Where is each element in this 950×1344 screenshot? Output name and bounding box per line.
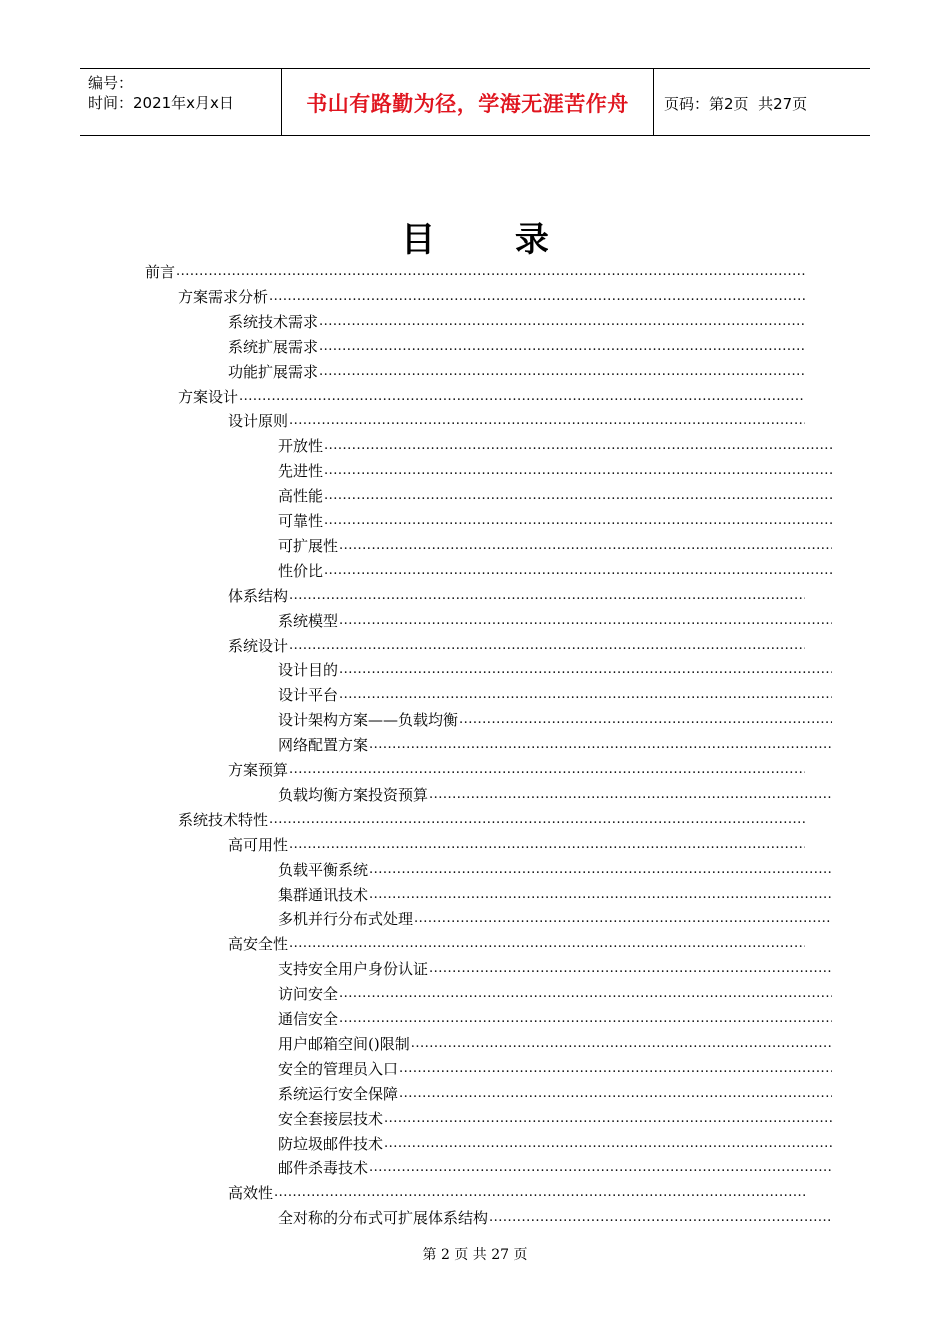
toc-dot-leader bbox=[269, 286, 805, 308]
toc-entry-label: 支持安全用户身份认证 bbox=[278, 960, 429, 978]
toc-dot-leader bbox=[289, 834, 805, 856]
toc-entry-label: 系统模型 bbox=[278, 612, 339, 630]
toc-dot-leader bbox=[289, 410, 805, 432]
toc-entry-label: 系统扩展需求 bbox=[228, 338, 319, 356]
toc-entry-label: 系统运行安全保障 bbox=[278, 1085, 399, 1103]
toc-entry[interactable] bbox=[228, 632, 805, 657]
toc-dot-leader bbox=[339, 610, 832, 632]
toc-entry-label: 方案需求分析 bbox=[178, 288, 269, 306]
toc-entry[interactable] bbox=[278, 482, 832, 507]
toc-entry[interactable] bbox=[228, 930, 805, 955]
toc-entry[interactable] bbox=[278, 1005, 832, 1030]
toc-entry-label: 先进性 bbox=[278, 462, 324, 480]
page-header bbox=[80, 68, 870, 136]
toc-dot-leader bbox=[399, 1058, 832, 1080]
toc-dot-leader bbox=[289, 933, 805, 955]
toc-entry[interactable] bbox=[278, 1105, 832, 1130]
toc-entry[interactable] bbox=[278, 731, 832, 756]
toc-dot-leader bbox=[369, 884, 832, 906]
toc-dot-leader bbox=[289, 759, 805, 781]
toc-dot-leader bbox=[319, 311, 805, 333]
toc-entry[interactable] bbox=[278, 1030, 832, 1055]
toc-dot-leader bbox=[384, 1108, 832, 1130]
toc-entry[interactable] bbox=[278, 706, 832, 731]
toc-entry[interactable] bbox=[278, 507, 832, 532]
toc-entry[interactable] bbox=[278, 1204, 832, 1229]
toc-dot-leader bbox=[319, 361, 805, 383]
header-page-info-cell bbox=[654, 69, 870, 135]
toc-dot-leader bbox=[324, 510, 832, 532]
toc-entry[interactable] bbox=[228, 358, 805, 383]
toc-entry-label: 开放性 bbox=[278, 437, 324, 455]
toc-entry[interactable] bbox=[178, 383, 805, 408]
toc-dot-leader bbox=[324, 485, 832, 507]
toc-entry[interactable] bbox=[278, 681, 832, 706]
header-page-info: 页码：第2页 共27页 bbox=[664, 94, 808, 113]
toc-entry-label: 可靠性 bbox=[278, 512, 324, 530]
toc-dot-leader bbox=[339, 659, 832, 681]
toc-entry-label: 全对称的分布式可扩展体系结构 bbox=[278, 1209, 489, 1227]
toc-dot-leader bbox=[414, 908, 832, 930]
toc-entry[interactable] bbox=[145, 258, 805, 283]
document-time-label: 时间：2021年x月x日 bbox=[88, 94, 234, 112]
toc-title: 目 录 bbox=[401, 220, 583, 260]
toc-entry[interactable] bbox=[178, 283, 805, 308]
toc-entry[interactable] bbox=[228, 831, 805, 856]
toc-entry[interactable] bbox=[278, 881, 832, 906]
toc-entry-label: 可扩展性 bbox=[278, 537, 339, 555]
toc-dot-leader bbox=[429, 784, 832, 806]
toc-dot-leader bbox=[319, 336, 805, 358]
toc-entry-label: 高效性 bbox=[228, 1184, 274, 1202]
toc-entry-label: 多机并行分布式处理 bbox=[278, 910, 414, 928]
toc-entry-label: 系统技术特性 bbox=[178, 811, 269, 829]
toc-dot-leader bbox=[339, 684, 832, 706]
toc-entry-label: 设计架构方案——负载均衡 bbox=[278, 711, 459, 729]
toc-dot-leader bbox=[399, 1083, 832, 1105]
toc-dot-leader bbox=[369, 1157, 832, 1179]
toc-entry-label: 通信安全 bbox=[278, 1010, 339, 1028]
toc-entry[interactable] bbox=[278, 781, 832, 806]
toc-entry[interactable] bbox=[278, 457, 832, 482]
toc-entry[interactable] bbox=[278, 1055, 832, 1080]
toc-entry[interactable] bbox=[178, 806, 805, 831]
toc-dot-leader bbox=[339, 1008, 832, 1030]
toc-entry-label: 体系结构 bbox=[228, 587, 289, 605]
toc-dot-leader bbox=[324, 435, 832, 457]
toc-entry-label: 设计原则 bbox=[228, 412, 289, 430]
toc-entry-label: 高安全性 bbox=[228, 935, 289, 953]
toc-entry-label: 高性能 bbox=[278, 487, 324, 505]
toc-dot-leader bbox=[411, 1033, 832, 1055]
toc-entry-label: 防垃圾邮件技术 bbox=[278, 1135, 384, 1153]
toc-entry-label: 安全套接层技术 bbox=[278, 1110, 384, 1128]
toc-entry[interactable] bbox=[278, 905, 832, 930]
toc-entry-label: 集群通讯技术 bbox=[278, 886, 369, 904]
header-meta-cell bbox=[80, 69, 282, 135]
toc-dot-leader bbox=[324, 560, 832, 582]
header-motto: 书山有路勤为径，学海无涯苦作舟 bbox=[282, 69, 654, 135]
toc-dot-leader bbox=[459, 709, 832, 731]
toc-entry[interactable] bbox=[278, 1080, 832, 1105]
toc-dot-leader bbox=[324, 460, 832, 482]
page-footer: 第 2 页 共 27 页 bbox=[422, 1247, 528, 1263]
toc-entry[interactable] bbox=[278, 607, 832, 632]
toc-entry[interactable] bbox=[278, 656, 832, 681]
toc-entry[interactable] bbox=[228, 333, 805, 358]
toc-entry-label: 高可用性 bbox=[228, 836, 289, 854]
toc-entry-label: 网络配置方案 bbox=[278, 736, 369, 754]
toc-entry-label: 邮件杀毒技术 bbox=[278, 1159, 369, 1177]
toc-entry-label: 安全的管理员入口 bbox=[278, 1060, 399, 1078]
toc-entry-label: 方案设计 bbox=[178, 388, 239, 406]
toc-dot-leader bbox=[289, 585, 805, 607]
toc-entry-label: 负载平衡系统 bbox=[278, 861, 369, 879]
toc-dot-leader bbox=[339, 535, 832, 557]
toc-entry[interactable] bbox=[228, 407, 805, 432]
toc-entry[interactable] bbox=[228, 756, 805, 781]
toc-entry-label: 功能扩展需求 bbox=[228, 363, 319, 381]
toc-entry[interactable] bbox=[278, 1154, 832, 1179]
toc-entry[interactable] bbox=[278, 557, 832, 582]
toc-dot-leader bbox=[429, 958, 832, 980]
toc-dot-leader bbox=[274, 1182, 805, 1204]
toc-dot-leader bbox=[269, 809, 805, 831]
toc-entry-label: 访问安全 bbox=[278, 985, 339, 1003]
toc-entry-label: 方案预算 bbox=[228, 761, 289, 779]
toc-entry[interactable] bbox=[228, 582, 805, 607]
toc-entry[interactable] bbox=[278, 856, 832, 881]
toc-entry-label: 系统设计 bbox=[228, 637, 289, 655]
toc-dot-leader bbox=[369, 734, 832, 756]
toc-entry[interactable] bbox=[278, 532, 832, 557]
toc-entry[interactable] bbox=[278, 980, 832, 1005]
toc-entry[interactable] bbox=[278, 432, 832, 457]
toc-entry-label: 用户邮箱空间()限制 bbox=[278, 1035, 410, 1053]
toc-entry-label: 系统技术需求 bbox=[228, 313, 319, 331]
toc-entry-label: 设计平台 bbox=[278, 686, 339, 704]
toc-dot-leader bbox=[489, 1207, 832, 1229]
toc-dot-leader bbox=[384, 1133, 832, 1155]
toc-entry-label: 负载均衡方案投资预算 bbox=[278, 786, 429, 804]
toc-entry[interactable] bbox=[228, 308, 805, 333]
toc-dot-leader bbox=[176, 261, 805, 283]
toc-dot-leader bbox=[239, 386, 805, 408]
toc-entry-label: 性价比 bbox=[278, 562, 324, 580]
toc-entry-label: 前言 bbox=[145, 263, 176, 281]
toc-entry[interactable] bbox=[228, 1179, 805, 1204]
toc-entry[interactable] bbox=[278, 1130, 832, 1155]
document-code-label: 编号： bbox=[88, 74, 134, 92]
toc-dot-leader bbox=[289, 635, 805, 657]
toc-dot-leader bbox=[339, 983, 832, 1005]
toc-entry-label: 设计目的 bbox=[278, 661, 339, 679]
toc-entry[interactable] bbox=[278, 955, 832, 980]
toc-dot-leader bbox=[369, 859, 832, 881]
